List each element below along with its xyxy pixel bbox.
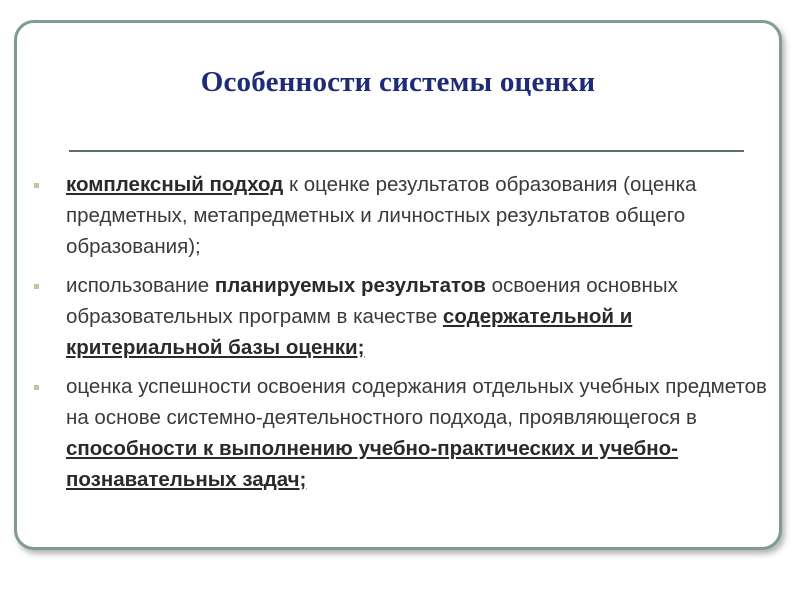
slide-frame: [14, 20, 782, 550]
bullet-marker: [34, 385, 39, 390]
bullet-item-3: [17, 371, 777, 495]
bullet-2-part-1: использование: [66, 274, 215, 297]
bullet-2-part-2: планируемых результатов: [214, 274, 486, 297]
bullet-3-part-1: оценка успешности освоения содержания отдельных учебных предметов на основе системно-деятельностного подхода, проявляющегося в: [66, 375, 767, 429]
bullet-2-part-4: содержательной и критериальной базы оценки;: [66, 305, 633, 359]
bullet-3-part-2: способности к выполнению учебно-практических и учебно-познавательных задач;: [66, 437, 678, 491]
bullet-marker: [34, 183, 39, 188]
bullet-item-2: [17, 270, 777, 363]
bullet-list: [17, 169, 777, 503]
bullet-1-part-2: к оценке результатов образования (оценка предметных, метапредметных и личностных результатов общего образования);: [66, 173, 697, 258]
bullet-1-part-1: комплексный подход: [66, 173, 284, 196]
bullet-marker: [34, 284, 39, 289]
bullet-2-part-3: освоения основных образовательных программ в качестве: [66, 274, 678, 328]
title-divider: [69, 150, 744, 152]
bullet-item-1: [17, 169, 777, 262]
slide-title: Особенности системы оценки: [200, 66, 596, 98]
